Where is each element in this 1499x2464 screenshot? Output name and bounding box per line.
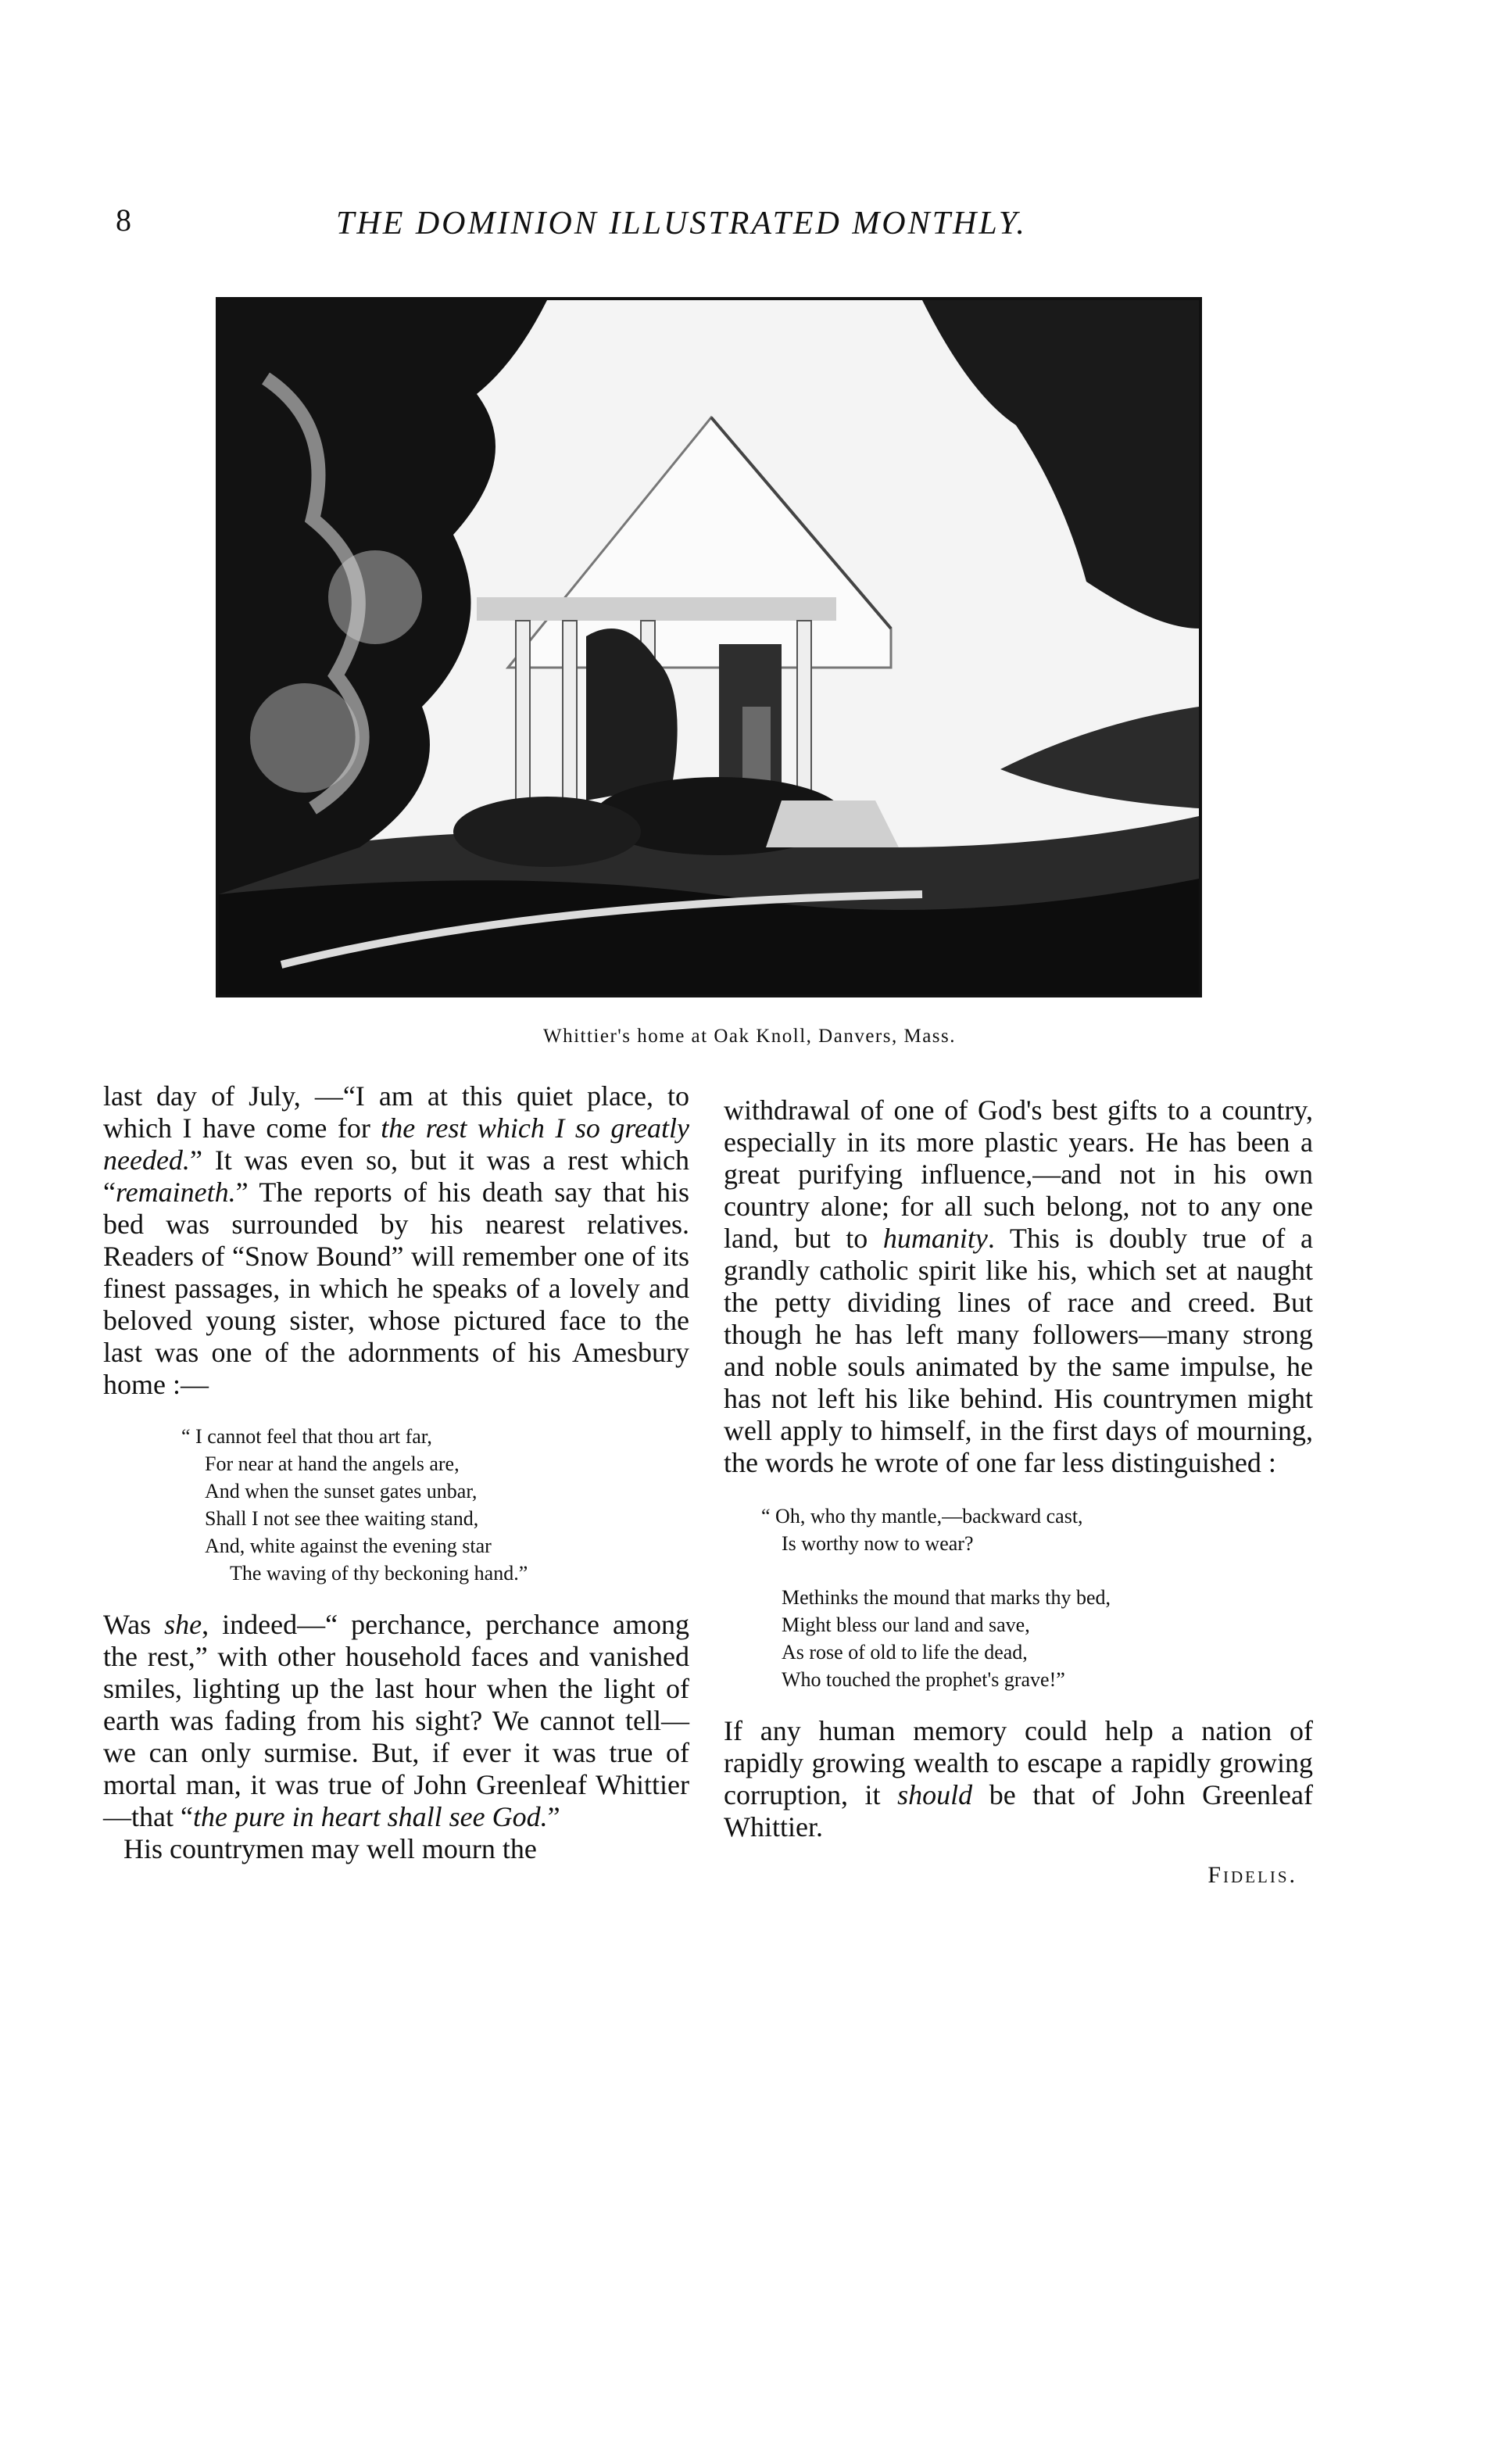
- poem-line: Who touched the prophet's grave!”: [782, 1668, 1065, 1691]
- right-paragraph-1: [724, 1094, 1313, 1479]
- quoted-poem-right: [724, 1502, 1313, 1693]
- page-number: 8: [116, 202, 131, 238]
- poem-line: The waving of thy beckoning hand.”: [230, 1562, 528, 1585]
- right-column: [724, 1094, 1313, 1891]
- photo-caption: Whittier's home at Oak Knoll, Danvers, Mass.: [542, 1026, 957, 1047]
- poem-line: Is worthy now to wear?: [782, 1532, 974, 1555]
- house-photograph: [216, 297, 1202, 997]
- running-title: THE DOMINION ILLUSTRATED MONTHLY.: [336, 206, 1027, 242]
- poem-line: “ Oh, who thy mantle,—backward cast,: [761, 1505, 1083, 1527]
- emphasis-text: humanity: [882, 1223, 988, 1254]
- text-run: ” The reports of his death say that his bed was surrounded by his nearest relatives. Readers of “Snow Bound” will remember one of its finest passages, in which he speaks of a lovely and beloved young sister, whose pictured face to the last was one of the adornments of his Amesbury home :—: [103, 1176, 689, 1400]
- poem-line: “ I cannot feel that thou art far,: [181, 1425, 432, 1448]
- house-photo-illustration: [219, 300, 1199, 994]
- emphasis-text: the pure in heart shall see God.: [192, 1801, 548, 1832]
- text-run: . This is doubly true of a grandly catholic spirit like his, which set at naught the petty dividing lines of race and creed. But though he has left many followers—many strong and noble souls animated by the same impulse, he has not left his like behind. His countrymen might well apply to himself, in the first days of mourning, the words he wrote of one far less distinguished :: [724, 1223, 1313, 1478]
- text-run: , indeed—“ perchance, perchance among the rest,” with other household faces and vanished smiles, lighting up the last hour when the light of earth was fading from his sight? We cannot tell—we can only surmise. But, if ever it was true of mortal man, it was true of John Greenleaf Whittier—that “: [103, 1609, 689, 1832]
- emphasis-text: the rest which I so greatly needed.: [103, 1112, 689, 1176]
- left-paragraph-1: [103, 1080, 689, 1401]
- poem-line: Might bless our land and save,: [782, 1613, 1030, 1636]
- text-run: If any human memory could help a nation of rapidly growing wealth to escape a rapidly growing corruption, it: [724, 1715, 1313, 1810]
- stanza-break: [761, 1557, 1313, 1584]
- author-signature: Fidelis.: [1207, 1862, 1297, 1888]
- left-paragraph-2: [103, 1609, 689, 1833]
- poem-line: And, white against the evening star: [205, 1535, 492, 1557]
- text-run: ” It was even so, but it was a rest which “: [103, 1144, 689, 1208]
- poem-line: As rose of old to life the dead,: [782, 1641, 1028, 1664]
- poem-line: For near at hand the angels are,: [205, 1452, 460, 1475]
- poem-line: And when the sunset gates unbar,: [205, 1480, 478, 1502]
- text-run: ”: [547, 1801, 560, 1832]
- text-run: withdrawal of one of God's best gifts to a country, especially in its more plastic years. He has been a great purifying influence,—and not in his own country alone; for all such belong, not to any one land, but to: [724, 1094, 1313, 1254]
- emphasis-text: remaineth.: [115, 1176, 236, 1208]
- quoted-poem-left: [103, 1423, 689, 1587]
- emphasis-text: she: [164, 1609, 202, 1640]
- poem-line: Methinks the mound that marks thy bed,: [782, 1586, 1111, 1609]
- left-paragraph-3: His countrymen may well mourn the: [123, 1833, 537, 1864]
- poem-line: Shall I not see thee waiting stand,: [205, 1507, 479, 1530]
- right-paragraph-2: [724, 1715, 1313, 1843]
- emphasis-text: should: [897, 1779, 973, 1810]
- text-run: last day of July, —“I am at this quiet place, to which I have come for: [103, 1080, 689, 1144]
- left-column: [103, 1080, 689, 1865]
- text-run: be that of John Greenleaf Whittier.: [724, 1779, 1313, 1843]
- text-run: Was: [103, 1609, 165, 1640]
